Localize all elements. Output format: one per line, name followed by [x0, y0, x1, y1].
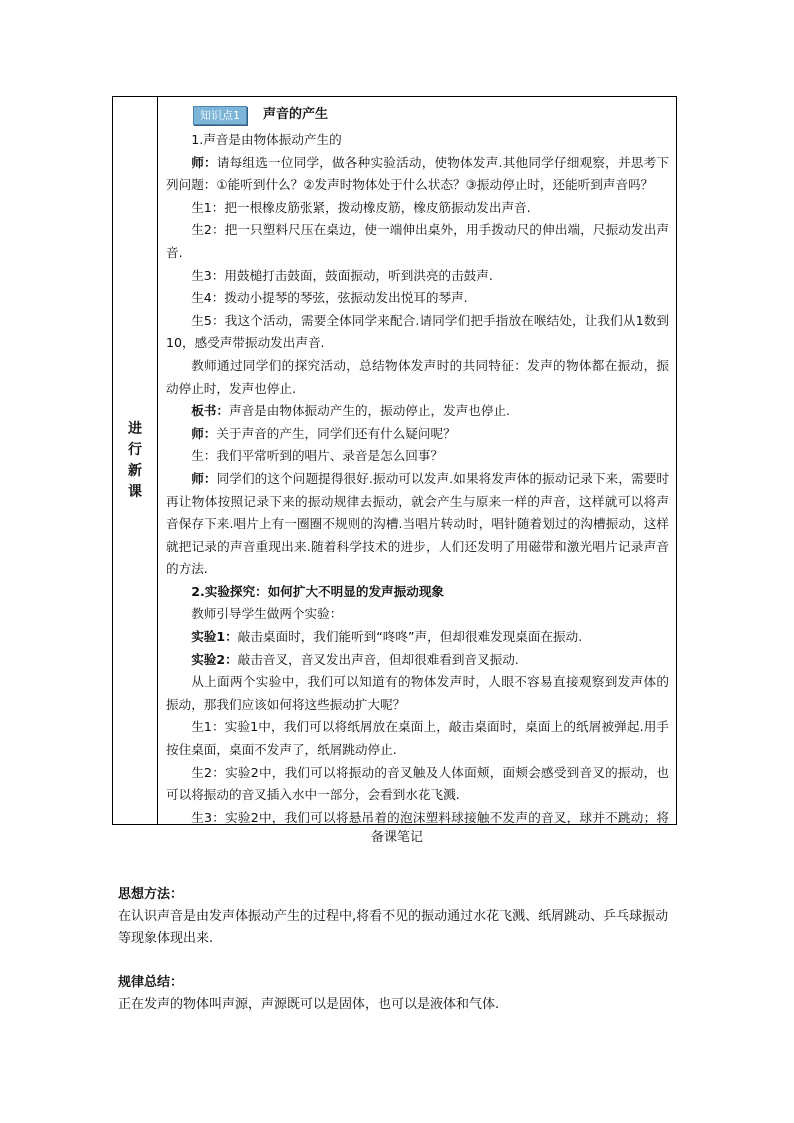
section-label-cell: [113, 97, 158, 824]
teacher-summary: 教师通过同学们的探究活动，总结物体发声时的共同特征：发声的物体都在振动，振动停止时，发声也停止.: [166, 357, 669, 396]
section-label-char: 行: [128, 441, 142, 458]
student-solution-2: 生2：实验2中，我们可以将振动的音叉触及人体面颊，面颊会感受到音叉的振动，也可以将振动的音叉插入水中一部分，会看到水花飞溅.: [166, 764, 669, 803]
teacher-guide: 教师引导学生做两个实验：: [191, 606, 343, 622]
discussion-question: 从上面两个实验中，我们可以知道有的物体发声时，人眼不容易直接观察到发声体的振动，那我们应该如何将这些振动扩大呢？: [166, 674, 669, 712]
subheading-1: 1.声音是由物体振动产生的: [191, 132, 342, 147]
board-label: 板书：: [191, 403, 229, 419]
experiment-label: 实验1：: [191, 629, 238, 645]
section-label-char: 新: [128, 462, 142, 479]
student-answer-1: 生1：把一根橡皮筋张紧，拨动橡皮筋，橡皮筋振动发出声音.: [191, 199, 531, 215]
notes-title: 备课笔记: [370, 830, 423, 845]
paragraph-text: 关于声音的产生，同学们还有什么疑问呢？: [216, 425, 456, 441]
knowledge-point-title: 声音的产生: [263, 106, 329, 122]
experiment-label: 实验2：: [191, 651, 238, 667]
section-label-char: 课: [128, 483, 142, 500]
student-answer-2: 生2：把一只塑料尺压在桌边，使一端伸出桌外，用手拨动尺的伸出端，尺振动发出声音.: [166, 222, 669, 260]
method-heading: 思想方法：: [118, 887, 184, 902]
board-note: [166, 400, 669, 423]
paragraph-text: 请每组选一位同学，做各种实验活动，使物体发声.其他同学仔细观察，并思考下列问题：①能听到什么？②发声时物体处于什么状态？③振动停止时，还能听到声音吗？: [166, 154, 670, 193]
subheading-2: 2.实验探究：如何扩大不明显的发声振动现象: [191, 583, 445, 599]
knowledge-point-heading: [166, 103, 669, 127]
teacher-prompt-1: [166, 152, 669, 197]
paragraph-text: 敲击桌面时，我们能听到“咚咚”声，但却很难发现桌面在振动.: [237, 629, 583, 645]
student-answer-3: 生3：用鼓槌打击鼓面，鼓面振动，听到洪亮的击鼓声.: [191, 267, 493, 283]
speaker-label: 师：: [191, 470, 217, 486]
student-solution-1: 生1：实验1中，我们可以将纸屑放在桌面上，敲击桌面时，桌面上的纸屑被弹起.用手按住桌面，桌面不发声了，纸屑跳动停止.: [166, 719, 669, 758]
student-answer-4: 生4：拨动小提琴的琴弦，弦振动发出悦耳的琴声.: [191, 290, 468, 306]
content-cell: [158, 97, 676, 824]
student-solution-3: 生3：实验2中，我们可以将悬吊着的泡沫塑料球接触不发声的音叉，球并不跳动；将: [191, 809, 669, 824]
rule-heading: 规律总结：: [118, 975, 184, 990]
rule-note: [118, 972, 678, 1016]
paragraph-text: 声音是由物体振动产生的，振动停止，发声也停止.: [228, 403, 511, 419]
method-note: [118, 884, 678, 950]
section-label: [128, 419, 142, 503]
section-label-char: 进: [128, 420, 142, 437]
knowledge-point-badge: 知识点1: [193, 106, 247, 125]
paragraph-text: 同学们的这个问题提得很好.振动可以发声.如果将发声体的振动记录下来，需要时再让物体按照记录下来的振动规律去振动，就会产生与原来一样的声音，这样就可以将声音保存下来.唱片上有一圈圈不规则的沟槽.当唱片转动时，唱针随着划过的沟槽振动，这样就把记录的声音重现出来.随着科学技术的进步，人们还发明了用磁带和激光唱片记录声音的方法.: [166, 470, 669, 577]
student-answer-5: 生5：我这个活动，需要全体同学来配合.请同学们把手指放在喉结处，让我们从1数到10，感受声带振动发出声音.: [166, 312, 669, 351]
paragraph-text: 敲击音叉，音叉发出声音，但却很难看到音叉振动.: [237, 651, 519, 667]
teacher-explanation: [166, 468, 669, 581]
speaker-label: 师：: [191, 425, 217, 441]
teacher-prompt-2: [166, 423, 669, 446]
rule-body: 正在发声的物体叫声源，声源既可以是固体，也可以是液体和气体.: [118, 997, 500, 1012]
student-question: 生：我们平常听到的唱片、录音是怎么回事？: [191, 448, 444, 464]
lesson-table: [112, 96, 677, 825]
method-body: 在认识声音是由发声体振动产生的过程中,将看不见的振动通过水花飞溅、纸屑跳动、乒乓球振动等现象体现出来.: [118, 909, 669, 946]
speaker-label: 师：: [191, 154, 217, 170]
experiment-1: [166, 626, 669, 649]
experiment-2: [166, 649, 669, 672]
